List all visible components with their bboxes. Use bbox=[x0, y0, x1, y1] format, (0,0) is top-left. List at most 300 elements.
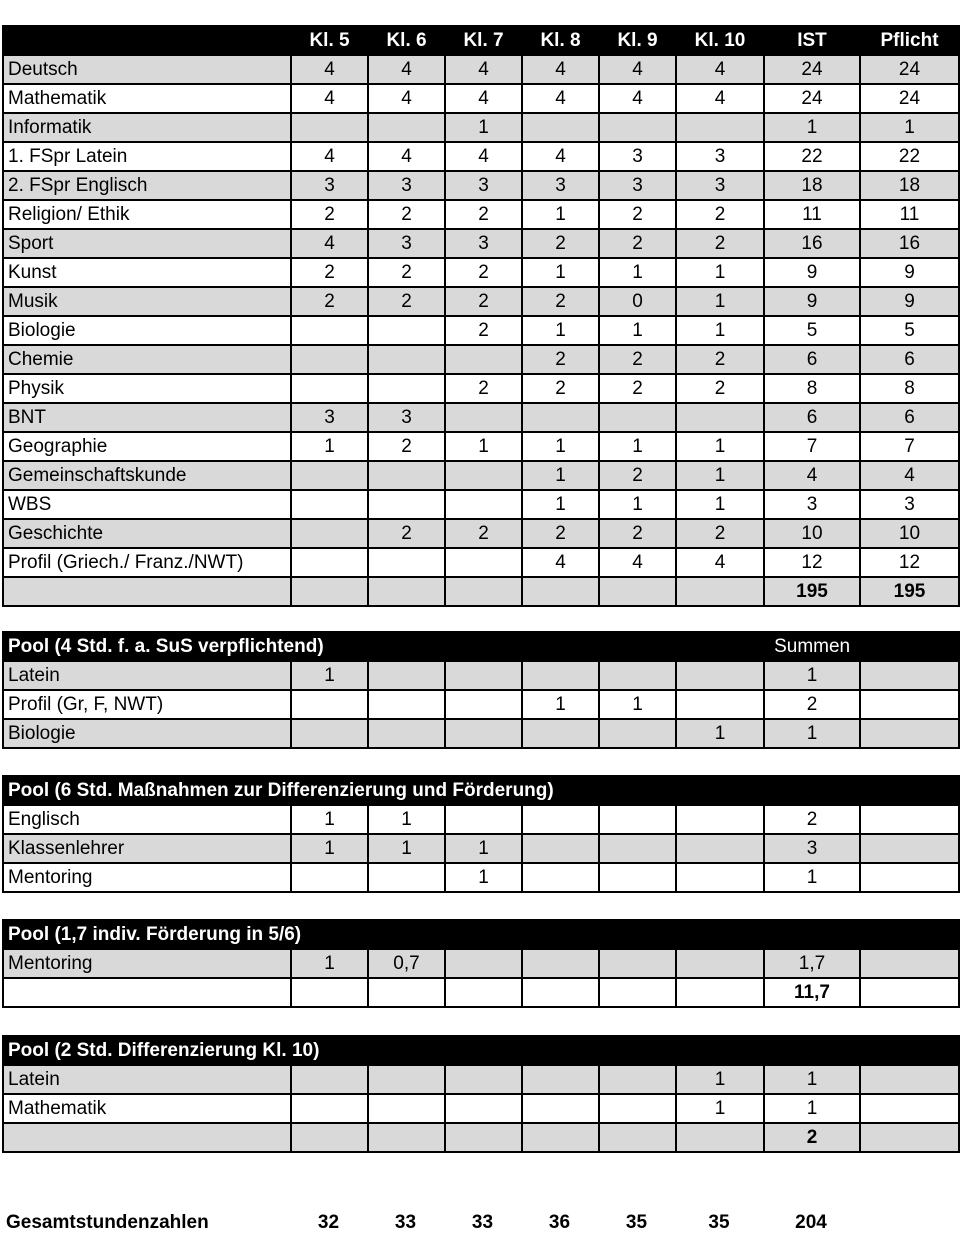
table-cell: 3 bbox=[764, 490, 860, 519]
table-cell bbox=[599, 1123, 676, 1152]
table-cell: 4 bbox=[599, 548, 676, 577]
table-cell: 1,7 bbox=[764, 949, 860, 978]
table-row bbox=[3, 403, 959, 432]
table-cell bbox=[599, 978, 676, 1007]
table-cell bbox=[522, 978, 599, 1007]
table-cell: 1 bbox=[291, 805, 368, 834]
table-cell: 1 bbox=[599, 490, 676, 519]
table-row bbox=[3, 432, 959, 461]
table-cell: 4 bbox=[522, 55, 599, 84]
header-kl8: Kl. 8 bbox=[522, 26, 599, 55]
table-cell: 2 bbox=[599, 229, 676, 258]
table-cell bbox=[445, 719, 522, 748]
table-cell: 2 bbox=[676, 519, 764, 548]
row-label: Klassenlehrer bbox=[3, 834, 291, 863]
table-cell bbox=[445, 548, 522, 577]
table-cell bbox=[291, 548, 368, 577]
table-cell bbox=[445, 345, 522, 374]
row-label: Biologie bbox=[3, 719, 291, 748]
table-cell: 6 bbox=[764, 345, 860, 374]
pool-2-table bbox=[2, 775, 960, 893]
table-cell: 2 bbox=[676, 345, 764, 374]
table-cell: 0,7 bbox=[368, 949, 445, 978]
header-kl9: Kl. 9 bbox=[599, 26, 676, 55]
table-cell bbox=[860, 632, 959, 661]
table-cell: 1 bbox=[764, 1094, 860, 1123]
row-label: Chemie bbox=[3, 345, 291, 374]
table-cell: 4 bbox=[599, 84, 676, 113]
table-cell: 0 bbox=[599, 287, 676, 316]
table-cell: 2 bbox=[291, 287, 368, 316]
table-row bbox=[3, 55, 959, 84]
row-label: Geschichte bbox=[3, 519, 291, 548]
table-cell: 7 bbox=[860, 432, 959, 461]
table-cell: 1 bbox=[522, 690, 599, 719]
table-cell: 2 bbox=[764, 805, 860, 834]
total-ist: 204 bbox=[795, 1212, 827, 1233]
table-cell bbox=[860, 1094, 959, 1123]
table-cell bbox=[368, 374, 445, 403]
table-cell: 2 bbox=[676, 229, 764, 258]
table-cell bbox=[445, 1123, 522, 1152]
row-label: WBS bbox=[3, 490, 291, 519]
table-cell: 1 bbox=[676, 490, 764, 519]
pool-2-body bbox=[3, 805, 959, 892]
table-cell: 2 bbox=[368, 519, 445, 548]
row-label: Kunst bbox=[3, 258, 291, 287]
table-cell: 4 bbox=[522, 548, 599, 577]
pool-4-title: Pool (2 Std. Differenzierung Kl. 10) bbox=[3, 1036, 959, 1065]
table-cell bbox=[860, 1123, 959, 1152]
table-cell: 2 bbox=[291, 200, 368, 229]
table-cell bbox=[676, 1123, 764, 1152]
table-cell: 2 bbox=[599, 200, 676, 229]
table-cell: 1 bbox=[291, 834, 368, 863]
table-cell: 6 bbox=[860, 345, 959, 374]
table-cell bbox=[599, 949, 676, 978]
table-cell: 10 bbox=[860, 519, 959, 548]
sum-pflicht: 195 bbox=[860, 577, 959, 606]
table-cell bbox=[368, 345, 445, 374]
table-cell: 3 bbox=[368, 229, 445, 258]
table-cell bbox=[860, 834, 959, 863]
table-cell bbox=[676, 978, 764, 1007]
table-row bbox=[3, 519, 959, 548]
table-cell bbox=[860, 661, 959, 690]
table-cell bbox=[599, 805, 676, 834]
table-row bbox=[3, 690, 959, 719]
table-cell: 9 bbox=[764, 258, 860, 287]
table-cell: 3 bbox=[764, 834, 860, 863]
row-label: Biologie bbox=[3, 316, 291, 345]
table-cell bbox=[599, 661, 676, 690]
row-label: BNT bbox=[3, 403, 291, 432]
table-cell: 4 bbox=[676, 55, 764, 84]
table-cell bbox=[291, 690, 368, 719]
table-cell bbox=[445, 949, 522, 978]
table-cell: 9 bbox=[860, 287, 959, 316]
table-cell: 1 bbox=[764, 719, 860, 748]
table-cell: 9 bbox=[860, 258, 959, 287]
table-cell: 1 bbox=[599, 690, 676, 719]
total-kl5: 32 bbox=[317, 1212, 340, 1233]
row-label: Latein bbox=[3, 1065, 291, 1094]
row-label: Mentoring bbox=[3, 949, 291, 978]
table-cell: 2 bbox=[368, 432, 445, 461]
row-label: 1. FSpr Latein bbox=[3, 142, 291, 171]
table-cell: 4 bbox=[291, 84, 368, 113]
table-cell: 1 bbox=[368, 805, 445, 834]
table-cell bbox=[676, 577, 764, 606]
table-cell: 1 bbox=[599, 316, 676, 345]
main-table bbox=[2, 25, 960, 607]
table-cell: 2 bbox=[522, 229, 599, 258]
table-cell: 4 bbox=[291, 55, 368, 84]
header-kl6: Kl. 6 bbox=[368, 26, 445, 55]
table-cell: 6 bbox=[764, 403, 860, 432]
pool-3-body bbox=[3, 949, 959, 978]
main-sum-row bbox=[3, 577, 959, 606]
table-cell bbox=[676, 805, 764, 834]
table-cell: 1 bbox=[676, 432, 764, 461]
pool-3-sum-row bbox=[3, 978, 959, 1007]
table-cell: 2 bbox=[445, 519, 522, 548]
table-cell bbox=[599, 1065, 676, 1094]
header-row bbox=[3, 26, 959, 55]
table-cell: 1 bbox=[676, 461, 764, 490]
pool-4-header bbox=[3, 1036, 959, 1065]
table-cell: 2 bbox=[599, 519, 676, 548]
table-cell bbox=[3, 978, 291, 1007]
table-cell: 2 bbox=[599, 374, 676, 403]
table-cell: 2 bbox=[676, 200, 764, 229]
table-cell bbox=[291, 978, 368, 1007]
table-cell: 4 bbox=[291, 142, 368, 171]
row-label: Informatik bbox=[3, 113, 291, 142]
pool-3-table bbox=[2, 919, 960, 1008]
row-label: Geographie bbox=[3, 432, 291, 461]
table-row bbox=[3, 113, 959, 142]
table-cell: 4 bbox=[368, 84, 445, 113]
pool-4-body bbox=[3, 1065, 959, 1123]
table-cell: 4 bbox=[445, 84, 522, 113]
table-cell bbox=[291, 577, 368, 606]
table-cell: 3 bbox=[445, 171, 522, 200]
row-label: Latein bbox=[3, 661, 291, 690]
table-cell bbox=[676, 690, 764, 719]
table-cell: 8 bbox=[764, 374, 860, 403]
header-kl5: Kl. 5 bbox=[291, 26, 368, 55]
pool-4-sum-row bbox=[3, 1123, 959, 1152]
pool-1-header bbox=[3, 632, 959, 661]
table-cell bbox=[368, 113, 445, 142]
table-cell bbox=[368, 1065, 445, 1094]
pool-2-title: Pool (6 Std. Maßnahmen zur Differenzierung und Förderung) bbox=[3, 776, 959, 805]
pool-4-table bbox=[2, 1035, 960, 1153]
table-row bbox=[3, 200, 959, 229]
table-cell bbox=[860, 978, 959, 1007]
table-row bbox=[3, 461, 959, 490]
table-cell: 1 bbox=[764, 1065, 860, 1094]
row-label: Gemeinschaftskunde bbox=[3, 461, 291, 490]
table-cell bbox=[860, 949, 959, 978]
table-cell: 11 bbox=[764, 200, 860, 229]
table-cell bbox=[676, 863, 764, 892]
summen-label: Summen bbox=[764, 632, 860, 661]
table-cell: 2 bbox=[522, 287, 599, 316]
table-cell bbox=[368, 1094, 445, 1123]
row-label: Englisch bbox=[3, 805, 291, 834]
table-cell: 1 bbox=[676, 258, 764, 287]
row-label: Profil (Gr, F, NWT) bbox=[3, 690, 291, 719]
table-cell bbox=[599, 113, 676, 142]
table-cell bbox=[291, 316, 368, 345]
table-cell: 3 bbox=[522, 171, 599, 200]
table-cell: 2 bbox=[764, 690, 860, 719]
table-cell bbox=[860, 1065, 959, 1094]
table-cell bbox=[3, 577, 291, 606]
table-cell bbox=[368, 577, 445, 606]
table-cell: 1 bbox=[291, 949, 368, 978]
table-cell: 16 bbox=[764, 229, 860, 258]
table-cell: 4 bbox=[522, 142, 599, 171]
table-row bbox=[3, 949, 959, 978]
table-row bbox=[3, 490, 959, 519]
table-cell bbox=[368, 548, 445, 577]
header-kl7: Kl. 7 bbox=[445, 26, 522, 55]
total-kl8: 36 bbox=[548, 1212, 571, 1233]
header-pflicht: Pflicht bbox=[860, 26, 959, 55]
totals-row bbox=[0, 1208, 960, 1238]
table-cell bbox=[522, 1065, 599, 1094]
table-cell: 4 bbox=[764, 461, 860, 490]
table-row bbox=[3, 548, 959, 577]
table-cell: 1 bbox=[522, 490, 599, 519]
table-cell: 1 bbox=[764, 863, 860, 892]
table-cell bbox=[445, 461, 522, 490]
table-cell: 1 bbox=[445, 834, 522, 863]
pool-1-table bbox=[2, 631, 960, 749]
table-cell: 3 bbox=[860, 490, 959, 519]
table-cell: 22 bbox=[764, 142, 860, 171]
row-label: Religion/ Ethik bbox=[3, 200, 291, 229]
table-cell bbox=[291, 113, 368, 142]
table-row bbox=[3, 171, 959, 200]
table-cell bbox=[522, 949, 599, 978]
table-cell bbox=[445, 978, 522, 1007]
total-kl7: 33 bbox=[471, 1212, 494, 1233]
table-cell bbox=[676, 403, 764, 432]
table-cell: 2 bbox=[291, 258, 368, 287]
table-cell bbox=[368, 863, 445, 892]
table-cell: 4 bbox=[599, 55, 676, 84]
table-cell: 1 bbox=[368, 834, 445, 863]
table-row bbox=[3, 258, 959, 287]
table-cell bbox=[291, 719, 368, 748]
pool-3-header bbox=[3, 920, 959, 949]
table-cell: 2 bbox=[445, 258, 522, 287]
table-cell: 1 bbox=[676, 316, 764, 345]
table-row bbox=[3, 287, 959, 316]
table-cell bbox=[522, 719, 599, 748]
table-cell bbox=[522, 661, 599, 690]
table-cell: 8 bbox=[860, 374, 959, 403]
table-cell: 4 bbox=[676, 548, 764, 577]
row-label: Deutsch bbox=[3, 55, 291, 84]
table-cell: 6 bbox=[860, 403, 959, 432]
table-cell: 3 bbox=[368, 403, 445, 432]
table-cell: 4 bbox=[368, 55, 445, 84]
table-cell: 2 bbox=[445, 287, 522, 316]
table-cell bbox=[291, 374, 368, 403]
table-cell: 24 bbox=[764, 84, 860, 113]
table-cell: 3 bbox=[368, 171, 445, 200]
table-cell: 24 bbox=[860, 84, 959, 113]
table-cell: 1 bbox=[599, 432, 676, 461]
table-cell: 1 bbox=[676, 719, 764, 748]
header-kl10: Kl. 10 bbox=[676, 26, 764, 55]
table-cell bbox=[368, 978, 445, 1007]
table-cell: 1 bbox=[522, 461, 599, 490]
totals-label: Gesamtstundenzahlen bbox=[6, 1212, 209, 1233]
table-cell: 4 bbox=[522, 84, 599, 113]
row-label: Mentoring bbox=[3, 863, 291, 892]
table-row bbox=[3, 142, 959, 171]
table-cell bbox=[291, 461, 368, 490]
table-cell: 2 bbox=[676, 374, 764, 403]
table-cell bbox=[291, 345, 368, 374]
row-label: 2. FSpr Englisch bbox=[3, 171, 291, 200]
table-cell bbox=[522, 577, 599, 606]
table-cell bbox=[676, 834, 764, 863]
table-cell bbox=[3, 1123, 291, 1152]
table-row bbox=[3, 1065, 959, 1094]
table-cell bbox=[599, 577, 676, 606]
table-cell bbox=[445, 490, 522, 519]
table-cell bbox=[445, 690, 522, 719]
table-cell: 1 bbox=[291, 661, 368, 690]
table-cell bbox=[522, 1094, 599, 1123]
row-label: Musik bbox=[3, 287, 291, 316]
table-cell: 2 bbox=[368, 287, 445, 316]
table-cell: 3 bbox=[599, 142, 676, 171]
table-cell bbox=[445, 403, 522, 432]
table-cell bbox=[445, 661, 522, 690]
table-cell: 7 bbox=[764, 432, 860, 461]
table-cell bbox=[676, 949, 764, 978]
table-cell: 5 bbox=[764, 316, 860, 345]
table-cell bbox=[860, 863, 959, 892]
table-cell bbox=[522, 834, 599, 863]
row-label: Physik bbox=[3, 374, 291, 403]
header-ist: IST bbox=[764, 26, 860, 55]
table-cell bbox=[368, 490, 445, 519]
table-cell: 3 bbox=[599, 171, 676, 200]
table-cell: 1 bbox=[676, 1094, 764, 1123]
table-cell bbox=[860, 719, 959, 748]
pool-3-sum: 11,7 bbox=[764, 978, 860, 1007]
row-label: Sport bbox=[3, 229, 291, 258]
table-cell: 2 bbox=[445, 374, 522, 403]
table-cell: 5 bbox=[860, 316, 959, 345]
total-kl6: 33 bbox=[394, 1212, 417, 1233]
table-cell: 2 bbox=[445, 316, 522, 345]
table-cell bbox=[368, 661, 445, 690]
table-row bbox=[3, 1094, 959, 1123]
table-cell: 9 bbox=[764, 287, 860, 316]
table-cell: 4 bbox=[676, 84, 764, 113]
table-cell: 1 bbox=[522, 258, 599, 287]
sum-ist: 195 bbox=[764, 577, 860, 606]
table-cell: 1 bbox=[522, 432, 599, 461]
table-cell: 2 bbox=[522, 374, 599, 403]
total-kl10: 35 bbox=[708, 1212, 730, 1233]
table-cell: 2 bbox=[599, 461, 676, 490]
table-cell bbox=[291, 519, 368, 548]
main-body bbox=[3, 55, 959, 577]
table-cell: 2 bbox=[522, 345, 599, 374]
table-cell: 4 bbox=[368, 142, 445, 171]
table-cell: 2 bbox=[599, 345, 676, 374]
table-cell: 1 bbox=[445, 863, 522, 892]
table-cell: 2 bbox=[522, 519, 599, 548]
table-cell: 16 bbox=[860, 229, 959, 258]
table-row bbox=[3, 719, 959, 748]
table-cell bbox=[368, 690, 445, 719]
table-cell bbox=[599, 834, 676, 863]
row-label: Mathematik bbox=[3, 84, 291, 113]
table-cell: 12 bbox=[860, 548, 959, 577]
table-cell bbox=[445, 1094, 522, 1123]
table-cell: 4 bbox=[291, 229, 368, 258]
table-cell bbox=[368, 719, 445, 748]
table-cell: 1 bbox=[764, 113, 860, 142]
table-cell bbox=[291, 1065, 368, 1094]
table-cell bbox=[445, 577, 522, 606]
table-cell: 1 bbox=[764, 661, 860, 690]
pool-1-body bbox=[3, 661, 959, 748]
table-cell: 1 bbox=[522, 316, 599, 345]
table-cell bbox=[860, 690, 959, 719]
table-row bbox=[3, 805, 959, 834]
table-row bbox=[3, 661, 959, 690]
table-cell bbox=[522, 1123, 599, 1152]
table-cell bbox=[522, 863, 599, 892]
table-cell: 1 bbox=[291, 432, 368, 461]
table-cell bbox=[368, 316, 445, 345]
table-cell bbox=[860, 805, 959, 834]
table-row bbox=[3, 84, 959, 113]
table-row bbox=[3, 345, 959, 374]
table-cell: 2 bbox=[368, 200, 445, 229]
pool-1-title: Pool (4 Std. f. a. SuS verpflichtend) bbox=[3, 632, 764, 661]
table-cell: 1 bbox=[522, 200, 599, 229]
table-cell: 11 bbox=[860, 200, 959, 229]
table-cell: 4 bbox=[445, 55, 522, 84]
table-cell bbox=[522, 805, 599, 834]
table-cell: 1 bbox=[860, 113, 959, 142]
pool-3-title: Pool (1,7 indiv. Förderung in 5/6) bbox=[3, 920, 959, 949]
table-cell: 3 bbox=[291, 403, 368, 432]
row-label: Mathematik bbox=[3, 1094, 291, 1123]
table-cell: 3 bbox=[445, 229, 522, 258]
total-kl9: 35 bbox=[625, 1212, 648, 1233]
table-row bbox=[3, 229, 959, 258]
table-cell bbox=[291, 863, 368, 892]
table-cell bbox=[599, 863, 676, 892]
table-cell: 3 bbox=[676, 171, 764, 200]
table-cell: 1 bbox=[676, 287, 764, 316]
